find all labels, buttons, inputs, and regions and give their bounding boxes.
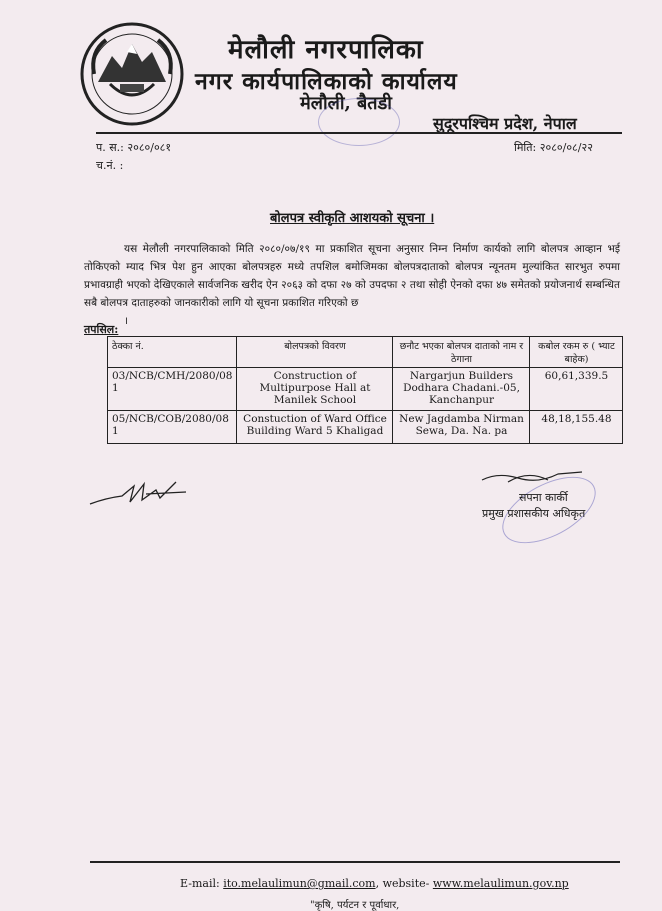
footer-contact	[180, 877, 569, 890]
header-description: बोलपत्रको विवरण	[237, 337, 393, 368]
bid-amount: 60,61,339.5	[530, 368, 623, 411]
work-description: Constuction of Ward Office Building Ward 5 Khaligad	[237, 411, 393, 444]
email-link[interactable]: ito.melaulimun@gmail.com	[223, 877, 376, 890]
header-bidder: छनौट भएका बोलपत्र दाताको नाम र ठेगाना	[393, 337, 530, 368]
left-signature-icon	[86, 476, 196, 510]
office-location: मेलौली, बैतडी	[300, 93, 392, 114]
work-description: Construction of Multipurpose Hall at Manilek School	[237, 368, 393, 411]
details-label: तपसिल:	[84, 323, 119, 336]
header-divider	[96, 132, 622, 134]
header-amount: कबोल रकम रु ( भ्याट बाहेक)	[530, 337, 623, 368]
contract-number: 05/NCB/COB/2080/08 1	[108, 411, 237, 444]
table-header-row	[108, 337, 623, 368]
website-label: , website-	[375, 877, 430, 890]
notice-body-end: ।	[124, 315, 128, 327]
bidder-name: Nargarjun Builders Dodhara Chadani.-05, Kanchanpur	[393, 368, 530, 411]
office-name: नगर कार्यपालिकाको कार्यालय	[195, 68, 458, 95]
nepal-emblem-icon	[80, 22, 184, 126]
website-link[interactable]: www.melaulimun.gov.np	[432, 877, 569, 890]
signatory-title: प्रमुख प्रशासकीय अधिकृत	[482, 507, 586, 520]
municipality-name: मेलौली नगरपालिका	[228, 35, 424, 65]
dispatch-number: च.नं. :	[96, 159, 124, 172]
award-table	[107, 336, 623, 444]
footer-divider	[90, 861, 620, 863]
notice-body	[84, 240, 620, 330]
contract-number: 03/NCB/CMH/2080/08 1	[108, 368, 237, 411]
header-contract-no: ठेक्का नं.	[108, 337, 237, 368]
bidder-name: New Jagdamba Nirman Sewa, Da. Na. pa	[393, 411, 530, 444]
email-label: E-mail:	[180, 877, 220, 890]
bid-amount: 48,18,155.48	[530, 411, 623, 444]
signatory-name: सपना कार्की	[519, 491, 568, 504]
table-row	[108, 411, 623, 444]
notice-title: बोलपत्र स्वीकृति आशयको सूचना ।	[270, 211, 435, 226]
letter-number: प. स.: २०८०/०८१	[96, 141, 172, 154]
table-row	[108, 368, 623, 411]
office-stamp	[318, 98, 400, 146]
letter-date: मिति: २०८०/०८/२२	[514, 141, 593, 154]
notice-body-text: यस मेलौली नगरपालिकाको मिति २०८०/०७/१९ मा प्रकाशित सूचना अनुसार निम्न निर्माण कार्यको लागि बोलपत्र आव्हान भई तोकिएको म्याद भित्र पेश हुन आएका बोलपत्रहरु मध्ये तपशिल बमोजिमका बोलपत्रदाताको बोलपत्र न्यूनतम मुल्यांकित सारभुत रुपमा प्रभावग्राही भएको देखिएकाले सार्वजनिक खरीद ऐन २०६३ को दफा २७ को उपदफा २ तथा सोही ऐनको दफा ४७ समेतको प्रयोजनार्थ सम्बन्धित सबै बोलपत्र दाताहरुको जानकारीको लागि यो सूचना प्रकाशित गरिएको छ	[84, 243, 620, 309]
footer-slogan: "कृषि, पर्यटन र पूर्वाधार,	[310, 900, 400, 911]
province-name: सुदूरपश्चिम प्रदेश, नेपाल	[433, 114, 577, 133]
